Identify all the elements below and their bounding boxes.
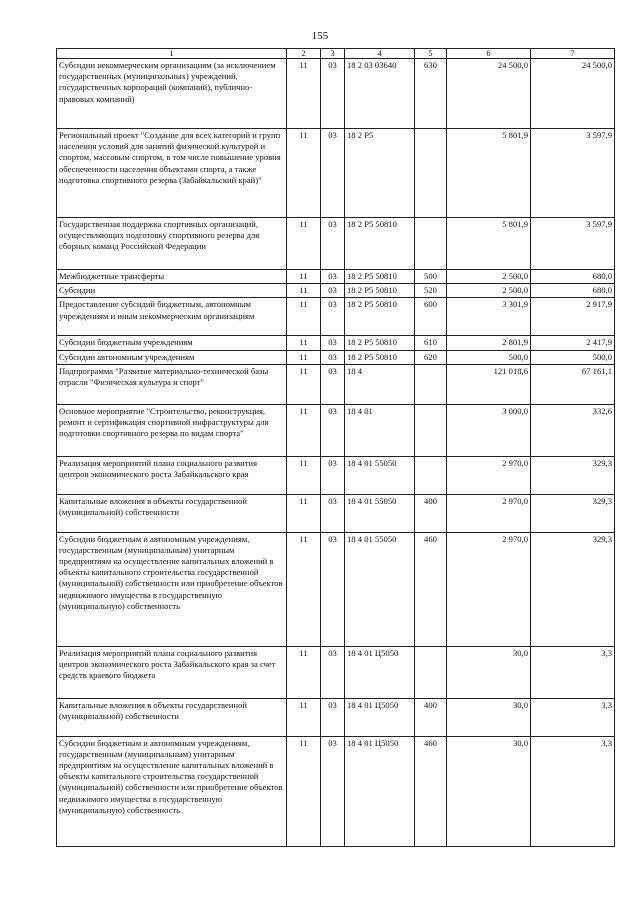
table-row <box>57 698 615 736</box>
row-vr: 610 <box>415 336 447 350</box>
row-value-col7: 329,3 <box>531 494 615 532</box>
row-vr <box>415 364 447 404</box>
row-name: Капитальные вложения в объекты государственной (муниципальной) собственности <box>57 494 287 532</box>
row-vr <box>415 456 447 494</box>
row-csr: 18 4 01 Ц5050 <box>345 646 415 698</box>
row-value-col7: 500,0 <box>531 350 615 364</box>
row-csr: 18 2 P5 50810 <box>345 218 415 270</box>
header-cell: 6 <box>447 49 531 59</box>
row-pr: 03 <box>321 532 345 646</box>
row-value-col6: 5 801,9 <box>447 218 531 270</box>
row-value-col6: 2 970,0 <box>447 456 531 494</box>
row-pr: 03 <box>321 298 345 336</box>
row-pr: 03 <box>321 646 345 698</box>
row-value-col6: 3 301,9 <box>447 298 531 336</box>
row-value-col6: 30,0 <box>447 646 531 698</box>
header-row <box>57 49 615 59</box>
table-row <box>57 218 615 270</box>
row-value-col6: 30,0 <box>447 698 531 736</box>
row-name: Реализация мероприятий плана социального развития центров экономического роста Забайкальского края за счет средств краевого бюджета <box>57 646 287 698</box>
header-cell: 7 <box>531 49 615 59</box>
row-name: Подпрограмма "Развитие материально-технической базы отрасли "Физическая культура и спорт" <box>57 364 287 404</box>
row-vr: 460 <box>415 736 447 846</box>
row-value-col6: 5 801,9 <box>447 129 531 218</box>
row-value-col7: 67 161,1 <box>531 364 615 404</box>
row-value-col7: 680,0 <box>531 284 615 298</box>
row-vr: 500 <box>415 270 447 284</box>
row-name: Субсидии бюджетным и автономным учреждениям, государственным (муниципальным) унитарным предприятиям на осуществление капитальных вложений в объекты капитального строительства государственной (муниципальной) собственности или приобретение объектов недвижимого имущества в государственную (муниципальную) собственность <box>57 532 287 646</box>
row-value-col6: 2 500,0 <box>447 284 531 298</box>
row-vr: 620 <box>415 350 447 364</box>
table-row <box>57 404 615 456</box>
row-name: Субсидии бюджетным и автономным учреждениям, государственным (муниципальным) унитарным предприятиям на осуществление капитальных вложений в объекты капитального строительства государственной (муниципальной) собственности или приобретение объектов недвижимого имущества в государственную (муниципальную) собственность <box>57 736 287 846</box>
row-csr: 18 2 P5 50810 <box>345 270 415 284</box>
table-row <box>57 129 615 218</box>
row-pr: 03 <box>321 284 345 298</box>
row-csr: 18 2 P5 <box>345 129 415 218</box>
row-value-col6: 2 970,0 <box>447 494 531 532</box>
row-rz: 11 <box>287 532 321 646</box>
row-name: Предоставление субсидий бюджетным, автономным учреждениям и иным некоммерческим организациям <box>57 298 287 336</box>
table-row <box>57 494 615 532</box>
row-pr: 03 <box>321 494 345 532</box>
row-csr: 18 2 03 03640 <box>345 59 415 129</box>
row-value-col7: 3,3 <box>531 736 615 846</box>
header-cell: 3 <box>321 49 345 59</box>
row-csr: 18 4 01 Ц5050 <box>345 736 415 846</box>
row-rz: 11 <box>287 218 321 270</box>
row-name: Государственная поддержка спортивных организаций, осуществляющих подготовку спортивного резерва для сборных команд Российской Федерации <box>57 218 287 270</box>
row-name: Субсидии автономным учреждениям <box>57 350 287 364</box>
row-rz: 11 <box>287 270 321 284</box>
row-vr: 460 <box>415 532 447 646</box>
row-value-col7: 3 597,9 <box>531 218 615 270</box>
row-value-col7: 329,3 <box>531 532 615 646</box>
row-value-col7: 24 500,0 <box>531 59 615 129</box>
row-rz: 11 <box>287 736 321 846</box>
row-rz: 11 <box>287 698 321 736</box>
table-row <box>57 336 615 350</box>
row-vr <box>415 404 447 456</box>
header-cell: 1 <box>57 49 287 59</box>
row-value-col7: 3 597,9 <box>531 129 615 218</box>
row-csr: 18 2 P5 50810 <box>345 336 415 350</box>
row-name: Межбюджетные трансферты <box>57 270 287 284</box>
row-pr: 03 <box>321 129 345 218</box>
row-name: Субсидии бюджетным учреждениям <box>57 336 287 350</box>
header-cell: 5 <box>415 49 447 59</box>
row-value-col7: 2 917,9 <box>531 298 615 336</box>
row-value-col6: 2 500,0 <box>447 270 531 284</box>
row-vr <box>415 646 447 698</box>
row-name: Капитальные вложения в объекты государственной (муниципальной) собственности <box>57 698 287 736</box>
row-rz: 11 <box>287 284 321 298</box>
row-vr: 400 <box>415 494 447 532</box>
row-rz: 11 <box>287 129 321 218</box>
row-vr: 630 <box>415 59 447 129</box>
row-pr: 03 <box>321 336 345 350</box>
row-rz: 11 <box>287 494 321 532</box>
table-row <box>57 456 615 494</box>
table-row <box>57 532 615 646</box>
row-value-col6: 24 500,0 <box>447 59 531 129</box>
row-vr: 520 <box>415 284 447 298</box>
row-name: Региональный проект "Создание для всех категорий и групп населения условий для занятий физической культурой и спортом, массовым спортом, в том числе повышение уровня обеспеченности населения объектами спорта, а также подготовка спортивного резерва (Забайкальский край)" <box>57 129 287 218</box>
header-cell: 4 <box>345 49 415 59</box>
row-rz: 11 <box>287 404 321 456</box>
table-row <box>57 350 615 364</box>
row-value-col6: 500,0 <box>447 350 531 364</box>
table-row <box>57 59 615 129</box>
row-name: Реализация мероприятий плана социального развития центров экономического роста Забайкальского края <box>57 456 287 494</box>
row-vr: 400 <box>415 698 447 736</box>
table-row <box>57 284 615 298</box>
row-csr: 18 4 01 55050 <box>345 494 415 532</box>
row-rz: 11 <box>287 59 321 129</box>
row-rz: 11 <box>287 350 321 364</box>
table-row <box>57 364 615 404</box>
row-value-col7: 3,3 <box>531 698 615 736</box>
row-pr: 03 <box>321 218 345 270</box>
row-csr: 18 2 P5 50810 <box>345 298 415 336</box>
row-value-col7: 2 417,9 <box>531 336 615 350</box>
row-vr <box>415 129 447 218</box>
row-rz: 11 <box>287 298 321 336</box>
row-value-col6: 2 801,9 <box>447 336 531 350</box>
row-csr: 18 2 P5 50810 <box>345 350 415 364</box>
row-value-col6: 121 018,6 <box>447 364 531 404</box>
row-value-col6: 30,0 <box>447 736 531 846</box>
row-value-col7: 3,3 <box>531 646 615 698</box>
row-value-col6: 2 970,0 <box>447 532 531 646</box>
page-number: 155 <box>311 30 329 42</box>
row-rz: 11 <box>287 456 321 494</box>
row-value-col7: 329,3 <box>531 456 615 494</box>
row-rz: 11 <box>287 364 321 404</box>
row-pr: 03 <box>321 350 345 364</box>
table-row <box>57 646 615 698</box>
table-row <box>57 298 615 336</box>
row-csr: 18 4 <box>345 364 415 404</box>
row-pr: 03 <box>321 270 345 284</box>
header-cell: 2 <box>287 49 321 59</box>
row-pr: 03 <box>321 364 345 404</box>
row-pr: 03 <box>321 736 345 846</box>
row-value-col7: 332,6 <box>531 404 615 456</box>
row-pr: 03 <box>321 698 345 736</box>
row-rz: 11 <box>287 336 321 350</box>
row-csr: 18 2 P5 50810 <box>345 284 415 298</box>
row-value-col6: 3 000,0 <box>447 404 531 456</box>
row-value-col7: 680,0 <box>531 270 615 284</box>
row-pr: 03 <box>321 456 345 494</box>
row-pr: 03 <box>321 59 345 129</box>
row-csr: 18 4 01 55050 <box>345 456 415 494</box>
row-name: Субсидии <box>57 284 287 298</box>
row-csr: 18 4 01 Ц5050 <box>345 698 415 736</box>
row-name: Субсидии некоммерческим организациям (за исключением государственных (муниципальных) учреждений, государственных корпораций (компаний), публично-правовых компаний) <box>57 59 287 129</box>
row-vr: 600 <box>415 298 447 336</box>
row-csr: 18 4 01 55050 <box>345 532 415 646</box>
row-rz: 11 <box>287 646 321 698</box>
table-row <box>57 736 615 846</box>
row-csr: 18 4 01 <box>345 404 415 456</box>
table-row <box>57 270 615 284</box>
row-name: Основное мероприятие "Строительство, реконструкция, ремонт и сертификация спортивной инфраструктуры для подготовки спортивного резерва по видам спорта" <box>57 404 287 456</box>
budget-table <box>56 48 615 847</box>
row-vr <box>415 218 447 270</box>
row-pr: 03 <box>321 404 345 456</box>
